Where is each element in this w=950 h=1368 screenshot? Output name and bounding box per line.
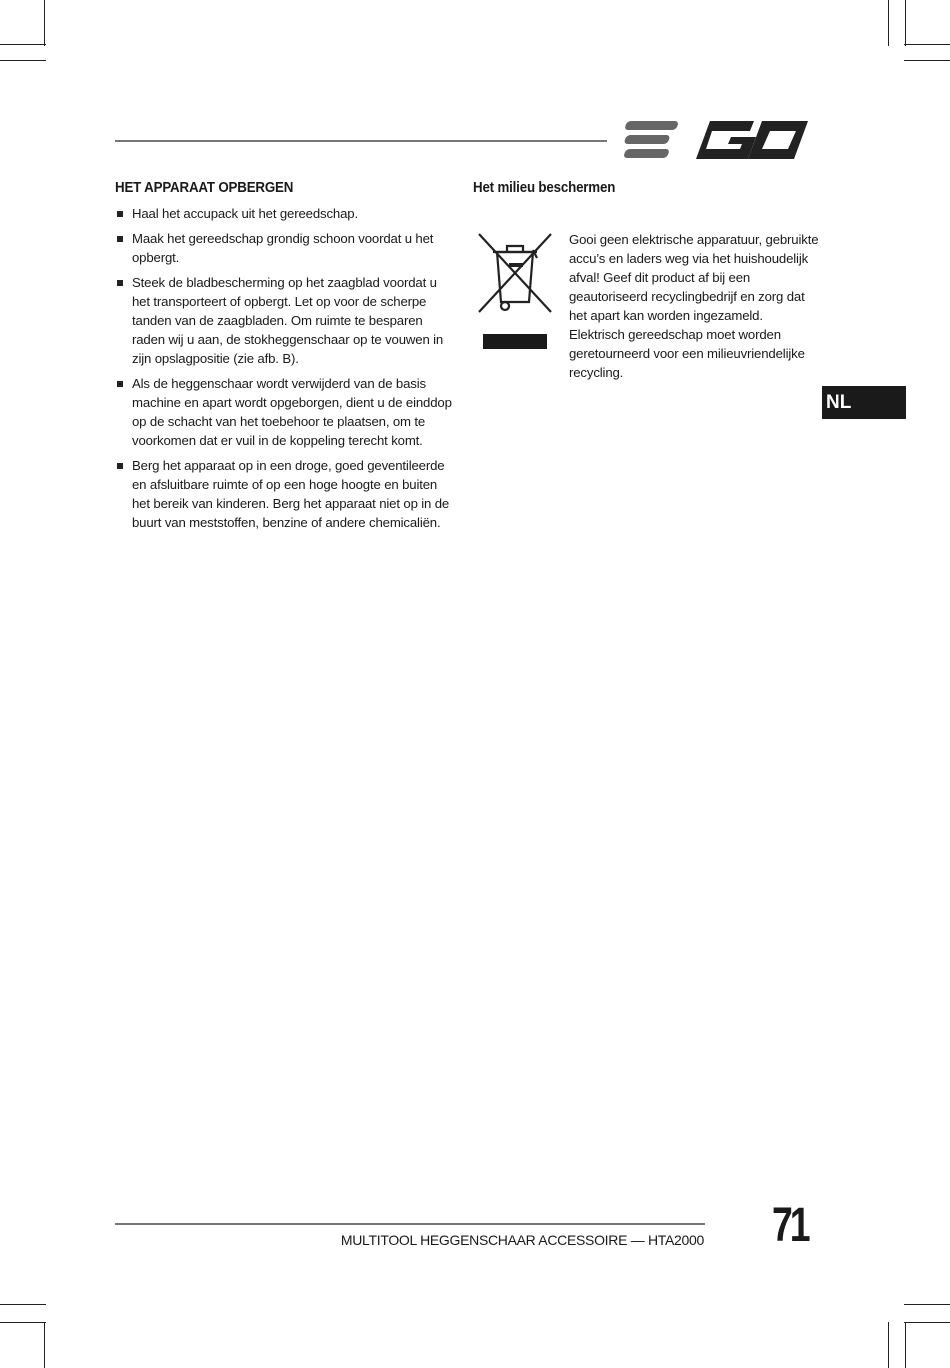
crop-mark [888, 0, 889, 46]
page-number: 71 [772, 1199, 808, 1252]
language-tab: NL [822, 386, 906, 419]
bullet-square-icon [117, 211, 123, 217]
crop-mark [44, 0, 45, 46]
storage-heading: HET APPARAAT OPBERGEN [115, 180, 294, 196]
environment-text: Gooi geen elektrische apparatuur, gebruikte accu’s en laders weg via het huishoudelijk afval! Geef dit product af bij een geautoriseerd recyclingbedrijf en zorg dat het apart kan worden ingezameld. Elektrisch gereedschap moet worden geretourneerd voor een milieuvriendelijke recycling. [569, 232, 819, 380]
environment-section [473, 180, 818, 404]
crop-mark [0, 60, 46, 61]
crop-mark [904, 1304, 950, 1305]
list-item: Haal het accupack uit het gereedschap. [115, 204, 455, 223]
crop-mark [904, 60, 950, 61]
footer-title: MULTITOOL HEGGENSCHAAR ACCESSOIRE — HTA2000 [340, 1232, 704, 1248]
list-item: Steek de bladbescherming op het zaagblad voordat u het transporteert of opbergt. Let op voor de scherpe tanden van de zaagbladen. Om ruimte te besparen raden wij u aan, de stokheggenschaar op te vouwen in zijn opslagpositie (zie afb. B). [115, 273, 455, 368]
crossed-out-wheelie-bin-icon [475, 232, 555, 322]
list-item: Berg het apparaat op in een droge, goed geventileerde en afsluitbare ruimte of op een hoge hoogte en buiten het bereik van kinderen. Berg het apparaat niet op in de buurt van meststoffen, benzine of andere chemicaliën. [115, 456, 455, 532]
footer-rule [115, 1223, 705, 1225]
crop-mark [888, 1322, 889, 1368]
list-item: Als de heggenschaar wordt verwijderd van de basis machine en apart wordt opgeborgen, dient u de einddop op de schacht van het toebehoor te plaatsen, om te voorkomen dat er vuil in de koppeling terecht komt. [115, 374, 455, 450]
header-rule [115, 140, 607, 142]
bullet-square-icon [117, 463, 123, 469]
crop-mark [905, 1322, 906, 1368]
crop-mark [905, 0, 906, 46]
crop-mark [0, 1304, 46, 1305]
bullet-square-icon [117, 236, 123, 242]
environment-heading: Het milieu beschermen [473, 180, 616, 196]
weee-bar [483, 334, 547, 349]
crop-mark [44, 1322, 45, 1368]
ego-logo [622, 118, 812, 162]
crop-mark [0, 1322, 46, 1323]
crop-mark [904, 44, 950, 45]
storage-section [115, 180, 455, 538]
crop-mark [904, 1322, 950, 1323]
crop-mark [0, 44, 46, 45]
bullet-square-icon [117, 280, 123, 286]
list-item: Maak het gereedschap grondig schoon voordat u het opbergt. [115, 229, 455, 267]
storage-list [115, 204, 455, 532]
bullet-square-icon [117, 381, 123, 387]
